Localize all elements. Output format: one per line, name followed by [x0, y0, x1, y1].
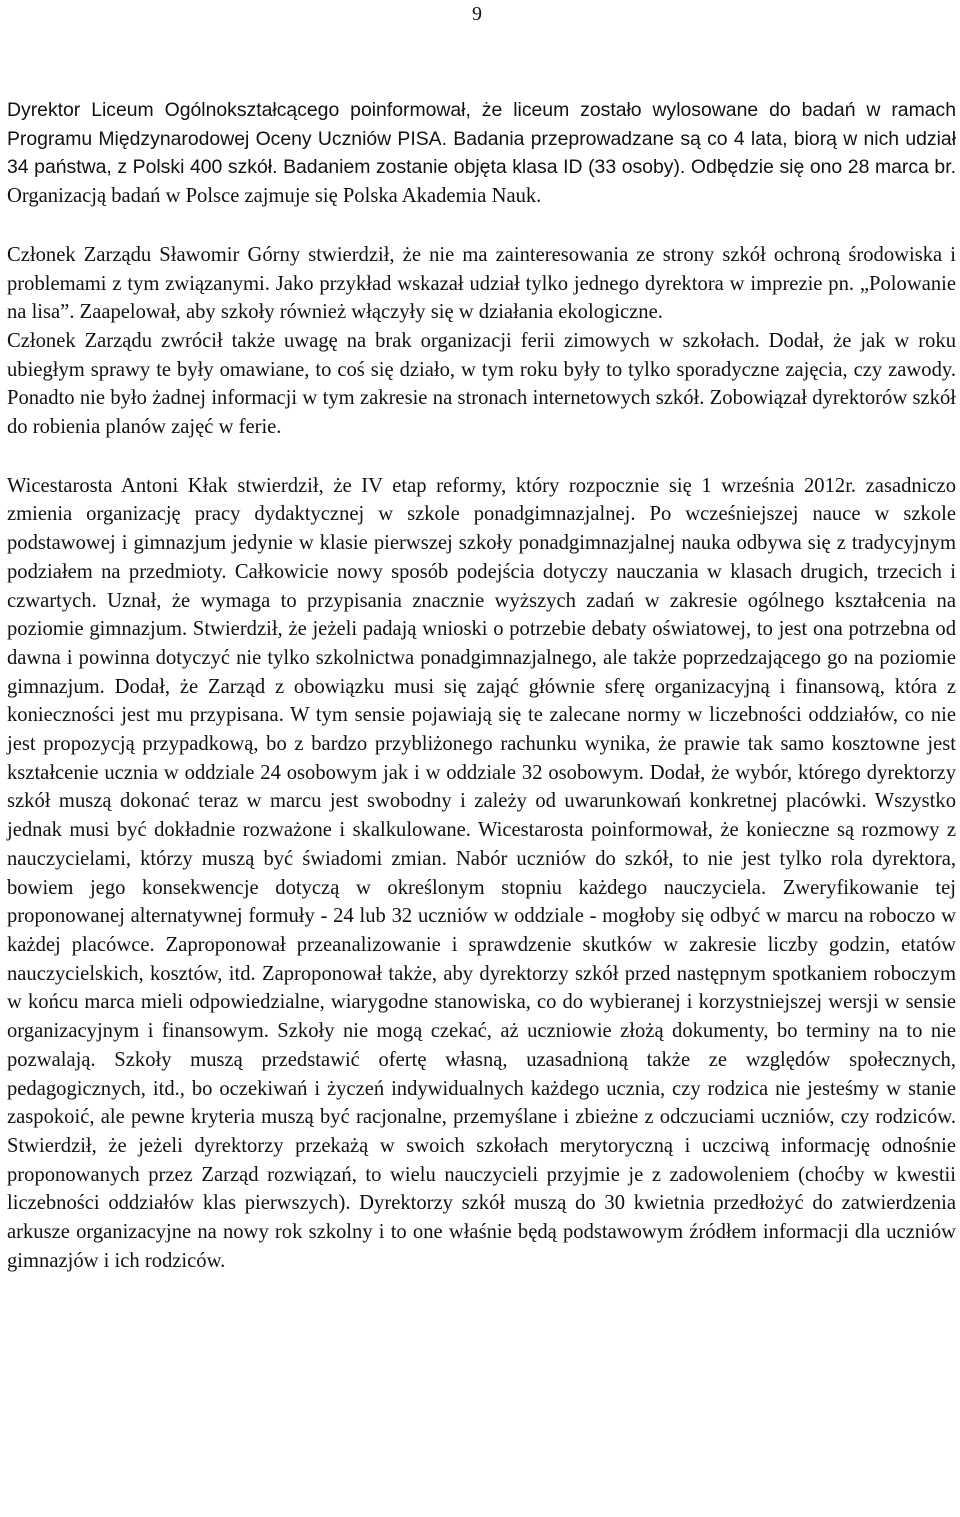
paragraph-reform: Wicestarosta Antoni Kłak stwierdził, że IV etap reformy, który rozpocznie się 1 września 2012r. zasadniczo zmienia organizację pracy dydaktycznej w szkole ponadgimnazjalnej. Po wcześniejszej nauce w szkole podstawowej i gimnazjum jedynie w klasie pierwszej szkoły ponadgimnazjalnej nauka odbywa się z tradycyjnym podziałem na przedmioty. Całkowicie nowy sposób podejścia dotyczy nauczania w klasach drugich, trzecich i czwartych. Uznał, że wymaga to przypisania znacznie wyższych zadań w zakresie ogólnego kształcenia na poziomie gimnazjum. Stwierdził, że jeżeli padają wnioski o potrzebie debaty oświatowej, to jest ona potrzebna od dawna i powinna dotyczyć nie tylko szkolnictwa ponadgimnazjalnego, ale także poprzedzającego go na poziomie gimnazjum. Dodał, że Zarząd z obowiązku musi się zająć głównie sferę organizacyjną i finansową, która z konieczności jest mu przypisana. W tym sensie pojawiają się te zalecane normy w liczebności oddziałów, co nie jest propozycją przypadkową, bo z bardzo przybliżonego rachunku wynika, że prawie tak samo kosztowne jest kształcenie ucznia w oddziale 24 osobowym jak i w oddziale 32 osobowym. Dodał, że wybór, którego dyrektorzy szkół muszą dokonać teraz w marcu jest swobodny i zależy od uwarunkowań konkretnej placówki. Wszystko jednak musi być dokładnie rozważone i skalkulowane. Wicestarosta poinformował, że konieczne są rozmowy z nauczycielami, którzy muszą być świadomi zmian. Nabór uczniów do szkół, to nie jest tylko rola dyrektora, bowiem jego konsekwencje dotyczą w określonym stopniu każdego nauczyciela. Zweryfikowanie tej proponowanej alternatywnej formuły - 24 lub 32 uczniów w oddziale - mogłoby się odbyć w marcu na roboczo w każdej placówce. Zaproponował przeanalizowanie i sprawdzenie skutków w zakresie liczby godzin, etatów nauczycielskich, kosztów, itd. Zaproponował także, aby dyrektorzy szkół przed następnym spotkaniem roboczym w końcu marca mieli odpowiedzialne, wiarygodne stanowiska, co do wybieranej i korzystniejszej wersji w sensie organizacyjnym i finansowym. Szkoły nie mogą czekać, aż uczniowie złożą dokumenty, bo terminy na to nie pozwalają. Szkoły muszą przedstawić ofertę własną, uzasadnioną także ze względów społecznych, pedagogicznych, itd., bo oczekiwań i życzeń indywidualnych każdego ucznia, czy rodzica nie jesteśmy w stanie zaspokoić, ale pewne kryteria muszą być racjonalne, przemyślane i zbieżne z odczuciami uczniów, czy rodziców. Stwierdził, że jeżeli dyrektorzy przekażą w swoich szkołach merytoryczną i uczciwą informację odnośnie proponowanych przez Zarząd rozwiązań, to wielu nauczycieli przyjmie je z zadowoleniem (choćby w kwestii liczebności oddziałów klas pierwszych). Dyrektorzy szkół muszą do 30 kwietnia przedłożyć do zatwierdzenia arkusze organizacyjne na nowy rok szkolny i to one właśnie będą podstawowym źródłem informacji dla uczniów gimnazjów i ich rodziców. — [7, 474, 956, 1272]
paragraph-pisa — [7, 96, 956, 211]
paragraph-gap — [7, 442, 956, 472]
paragraph-pisa-text-end: Organizacją badań w Polsce zajmuje się Polska Akademia Nauk. — [7, 185, 542, 208]
page-number: 9 — [472, 3, 482, 25]
paragraph-ecology: Członek Zarządu Sławomir Górny stwierdził, że nie ma zainteresowania ze strony szkół ochroną środowiska i problemami z tym związanymi. Jako przykład wskazał udział tylko jednego dyrektora w imprezie pn. „Polowanie na lisa”. Zaapelował, aby szkoły również włączyły się w działania ekologiczne. — [7, 243, 956, 324]
paragraph-winter-holidays: Członek Zarządu zwrócił także uwagę na brak organizacji ferii zimowych w szkołach. Dodał, że jak w roku ubiegłym sprawy te były omawiane, to coś się działo, w tym roku były to tylko sporadyczne zajęcia, czy zawody. Ponadto nie było żadnej informacji w tym zakresie na stronach internetowych szkół. Zobowiązał dyrektorów szkół do robienia planów zajęć w ferie. — [7, 329, 956, 439]
paragraph-pisa-text: Dyrektor Liceum Ogólnokształcącego poinformował, że liceum zostało wylosowane do badań w ramach Programu Międzynarodowej Oceny Uczniów PISA. Badania przeprowadzane są co 4 lata, biorą w nich udział 34 państwa, z Polski 400 szkół. Badaniem zostanie objęta klasa ID (33 osoby). Odbędzie się ono 28 marca br. — [7, 99, 956, 179]
document-body — [7, 96, 956, 1275]
paragraph-gap — [7, 211, 956, 241]
